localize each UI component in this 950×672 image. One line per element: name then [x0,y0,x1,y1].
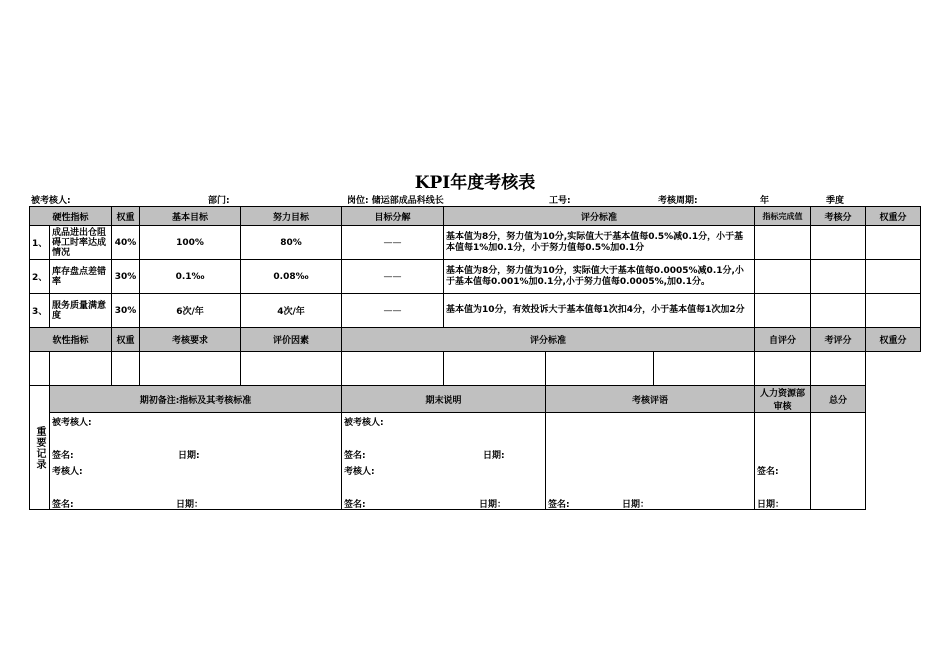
hr-review-cell[interactable] [755,413,811,510]
indicator-name: 成品进出仓阻碍工时率达成情况 [50,226,112,260]
header-self-score: 自评分 [755,328,811,352]
hard-indicator-header [30,207,921,226]
soft-cell[interactable] [444,352,546,386]
header-requirement: 考核要求 [140,328,241,352]
completion-cell[interactable] [755,226,811,260]
weight-value: 30% [112,294,140,328]
record-row [30,413,921,510]
decomposition-value: —— [342,294,444,328]
basic-target-value: 6次/年 [140,294,241,328]
soft-cell[interactable] [140,352,241,386]
row-number: 2、 [30,260,50,294]
sign-field: 签名: [344,500,366,510]
period-label: 考核周期: [658,196,698,206]
decomposition-value: —— [342,226,444,260]
hard-row-1 [30,226,921,260]
important-records-text: 重要记录 [34,425,45,470]
date-field: 日期： [176,500,204,510]
date-field: 日期: [483,451,505,461]
criteria-text: 基本值为10分，有效投诉大于基本值每1次扣4分，小于基本值每1次加2分 [444,294,755,328]
score-cell[interactable] [811,260,866,294]
header-weighted-score: 权重分 [866,328,921,352]
hard-row-2 [30,260,921,294]
header-assessment-comments: 考核评语 [546,386,755,413]
initial-notes-cell[interactable] [50,413,342,510]
sign-field: 签名: [52,500,74,510]
row-number: 1、 [30,226,50,260]
row-number: 3、 [30,294,50,328]
indicator-name: 服务质量满意度 [50,294,112,328]
header-target-decomposition: 目标分解 [342,207,444,226]
soft-cell[interactable] [546,352,654,386]
year-label: 年 [760,196,770,206]
soft-cell[interactable] [50,352,112,386]
date-field: 日期: [178,451,200,461]
header-hard-indicator: 硬性指标 [30,207,112,226]
important-records-label [30,386,50,510]
date-field: 日期： [622,500,650,510]
header-basic-target: 基本目标 [140,207,241,226]
page-title: KPI年度考核表 [414,173,536,193]
header-assessment-score: 考核分 [811,207,866,226]
completion-cell[interactable] [755,260,811,294]
basic-target-value: 0.1‰ [140,260,241,294]
weight-value: 40% [112,226,140,260]
soft-cell[interactable] [30,352,50,386]
total-score-cell[interactable] [811,413,866,510]
header-initial-notes: 期初备注:指标及其考核标准 [50,386,342,413]
effort-target-value: 4次/年 [241,294,342,328]
assessee-field: 被考核人: [52,418,92,428]
department-label: 部门: [208,196,230,206]
assessor-field: 考核人: [344,467,375,477]
effort-target-value: 80% [241,226,342,260]
soft-cell[interactable] [755,352,811,386]
quarter-label: 季度 [826,196,845,206]
soft-indicator-header [30,328,921,352]
decomposition-value: —— [342,260,444,294]
sign-field: 签名: [757,467,779,477]
basic-target-value: 100% [140,226,241,260]
soft-row [30,352,921,386]
header-total-score: 总分 [811,386,866,413]
record-header [30,386,921,413]
header-review-score: 考评分 [811,328,866,352]
weighted-score-cell[interactable] [866,260,921,294]
indicator-name: 库存盘点差错率 [50,260,112,294]
weighted-score-cell[interactable] [866,294,921,328]
header-period-end-notes: 期末说明 [342,386,546,413]
header-effort-target: 努力目标 [241,207,342,226]
assessor-field: 考核人: [52,467,83,477]
header-evaluation-factor: 评价因素 [241,328,342,352]
header-scoring-criteria: 评分标准 [342,328,755,352]
header-completion-value: 指标完成值 [755,207,811,226]
date-field: 日期： [479,500,507,510]
soft-cell[interactable] [342,352,444,386]
soft-cell[interactable] [811,352,866,386]
header-soft-indicator: 软性指标 [30,328,112,352]
sign-field: 签名: [344,451,366,461]
kpi-table [29,206,921,510]
assessee-label: 被考核人: [31,196,71,206]
soft-cell[interactable] [654,352,755,386]
assessment-comments-cell[interactable] [546,413,755,510]
weight-value: 30% [112,260,140,294]
completion-cell[interactable] [755,294,811,328]
header-weight: 权重 [112,328,140,352]
score-cell[interactable] [811,294,866,328]
header-weight: 权重 [112,207,140,226]
period-end-notes-cell[interactable] [342,413,546,510]
assessee-field: 被考核人: [344,418,384,428]
soft-cell[interactable] [241,352,342,386]
criteria-text: 基本值为8分，努力值为10分,实际值大于基本值每0.5%减0.1分，小于基本值每1%加0.1分，小于努力值每0.5%加0.1分 [444,226,755,260]
score-cell[interactable] [811,226,866,260]
effort-target-value: 0.08‰ [241,260,342,294]
header-hr-review: 人力资源部审核 [755,386,811,413]
header-scoring-criteria: 评分标准 [444,207,755,226]
sign-field: 签名: [548,500,570,510]
hard-row-3 [30,294,921,328]
soft-cell[interactable] [112,352,140,386]
weighted-score-cell[interactable] [866,226,921,260]
header-weighted-score: 权重分 [866,207,921,226]
criteria-text: 基本值为8分，努力值为10分，实际值大于基本值每0.0005%减0.1分,小于基本值每0.001%加0.1分,小于努力值每0.0005%,加0.1分。 [444,260,755,294]
employee-no-label: 工号: [549,196,571,206]
position-label: 岗位: 储运部成品科线长 [347,196,444,206]
sign-field: 签名: [52,451,74,461]
date-field: 日期： [757,500,785,510]
